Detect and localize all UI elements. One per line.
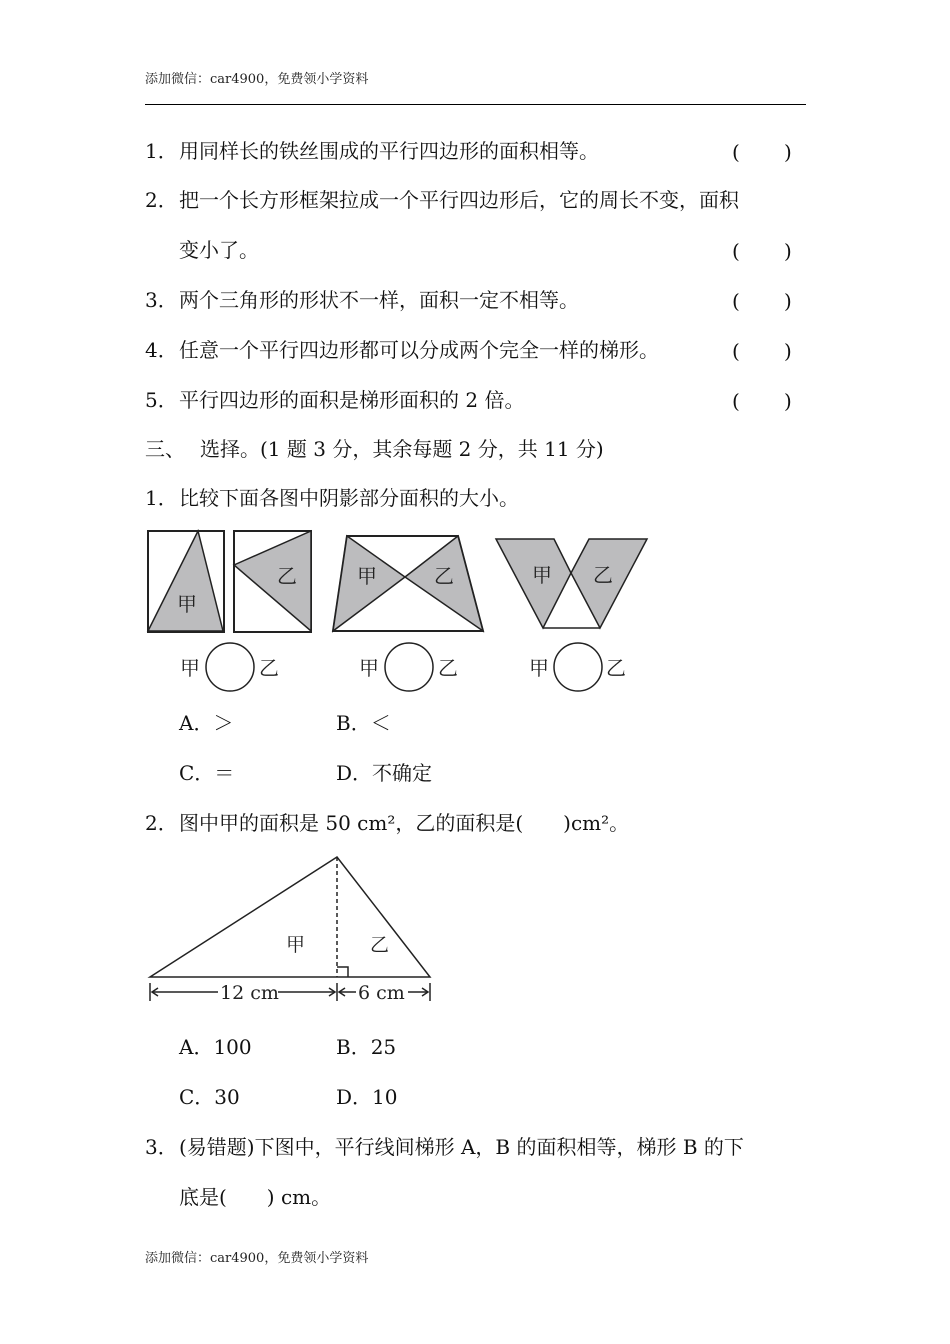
svg-text:6 cm: 6 cm (358, 982, 405, 1004)
q3-text: (易错题)下图中，平行线间梯形 A，B 的面积相等，梯形 B 的下 (179, 1135, 744, 1159)
shape-jia-1 (148, 531, 223, 631)
svg-text:甲: 甲 (357, 564, 377, 588)
svg-text:甲: 甲 (529, 656, 549, 680)
q1-number: 1． (145, 486, 178, 510)
q2-number: 2． (145, 811, 178, 835)
q1-option-b: B．＜ (336, 711, 391, 735)
svg-text:甲: 甲 (177, 592, 197, 616)
header-note: 添加微信：car4900，免费领小学资料 (145, 72, 369, 87)
q1-option-a: A．＞ (179, 711, 234, 735)
section-number: 三、 (145, 437, 185, 461)
shape-yi-1 (234, 531, 311, 631)
q3-number: 3． (145, 1135, 178, 1159)
svg-text:甲: 甲 (532, 563, 552, 587)
svg-text:乙: 乙 (434, 564, 454, 588)
svg-text:12 cm: 12 cm (220, 982, 279, 1004)
q3-text-cont: 底是( ) cm。 (179, 1185, 332, 1209)
svg-text:甲: 甲 (359, 656, 379, 680)
svg-text:乙: 乙 (438, 656, 458, 680)
svg-text:甲: 甲 (180, 656, 200, 680)
q1-figure-parallelograms (496, 539, 647, 628)
q1-option-d: D．不确定 (336, 761, 433, 785)
q2-text: 图中甲的面积是 50 cm²，乙的面积是( )cm²。 (179, 811, 630, 835)
q1-text: 比较下面各图中阴影部分面积的大小。 (179, 486, 519, 510)
q1-figure-trapezoid (333, 536, 483, 631)
q1-option-c: C．＝ (179, 761, 235, 785)
section-title: 选择。(1 题 3 分，其余每题 2 分，共 11 分) (200, 437, 604, 461)
q2-option-d: D．10 (336, 1085, 398, 1109)
svg-text:乙: 乙 (593, 563, 613, 587)
q2-option-c: C．30 (179, 1085, 240, 1109)
q2-option-b: B．25 (336, 1035, 397, 1059)
worksheet-page: 添加微信：car4900，免费领小学资料 1． 用同样长的铁丝围成的平行四边形的面积相等。 ( ) 2． 把一个长方形框架拉成一个平行四边形后，它的周长不变，面积 变小了。 ( ) 3． 两个三角形的形状不一样，面积一定不相等。 ( ) 4． 任意一个平行四边形都可以分成两个完全一样的梯形。 ( ) 5． 平行四边形的面积是梯形面积的 2 倍。 ( ) 三、 选择。(1 题 3 分，其余每题 2 分，共 11 分) 1． 比较下面各图中阴影部分面积的大小。 甲 乙 甲 乙 甲 乙 甲 乙 甲 乙 甲 乙 甲 乙 12 cm 6 cm A．＞ B．＜ C．＝ D．不确定 2． 图中甲的面积是 50 cm²，乙的面积是( )cm²。 A．100 B．25 C．30 D．10 3． (易错题)下图中，平行线间梯形 A，B 的面积相等，梯形 B 的下 底是( ) cm。 添加微信：car4900，免费领小学资料 (0, 0, 950, 1344)
svg-text:甲: 甲 (286, 934, 306, 956)
svg-text:乙: 乙 (259, 656, 279, 680)
footer-note: 添加微信：car4900，免费领小学资料 (145, 1251, 369, 1266)
svg-text:乙: 乙 (606, 656, 626, 680)
q2-triangle-figure (150, 857, 430, 1001)
svg-text:乙: 乙 (370, 934, 390, 956)
svg-text:乙: 乙 (277, 564, 297, 588)
q2-option-a: A．100 (179, 1035, 252, 1059)
